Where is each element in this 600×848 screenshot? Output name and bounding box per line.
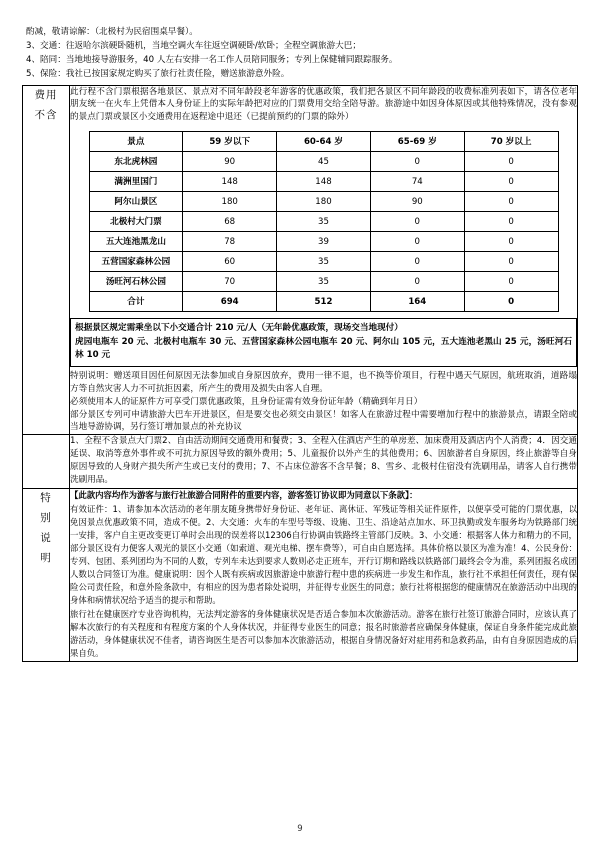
special-notes-paragraph: 有效证件：1、请参加本次活动的老年朋友随身携带好身份证、老年证、离休证、军残证等相关证件原件，以便享受可能的门票优惠，以免因景点优惠政策不同，造成不便。2、大交通：火车的车型号等级、设施、卫生、沿途站点加水、环卫执勤或发车服务均为铁路部门统一安排，客户自主更改变更订单时会出现的误差将以12306自行协调由铁路终主管部门反映。3、小交通：根据客人体力和精力的不同，部分景区设有力便客人观光的景区小交通（如索道、观光电梯、摆车费等），可自由自愿选择。具体价格以景区为准为准！4、公民身份：专列、包团、系列团均为不同的人数，专列车未达到要求人数则必走正班车，开行订期和路线以铁路部门最终会令为准，系列团报名成团人数以合同签订为准。健康说明：因个人既有疾病或因旅游途中旅游行程中患的疾病进一步发生和作乱，旅行社不承担任何责任，现有保险公司责任险，和意外险条款中，有相应的因为患者除处说明，并征得专业医生的同意；旅行社将根据您的健康情况在旅游活动中出现的身体和病情状况给予适当的提示和帮助。 (70, 503, 577, 606)
price-col-header-60to64: 60-64 岁 (277, 132, 371, 152)
price-cell-60to64: 180 (277, 192, 371, 212)
fee-exclude-notes (70, 370, 577, 434)
price-cell-60to64: 35 (277, 212, 371, 232)
top-note-line: 酌减，敬请谅解：（北极村为民宿围桌早餐）。 (26, 27, 198, 37)
price-cell-65to69: 0 (370, 152, 464, 172)
price-cell-65to69: 0 (370, 252, 464, 272)
fee-exclude-label-line1: 费用 (34, 88, 58, 101)
price-col-header-attraction: 景点 (89, 132, 183, 152)
table-row (89, 272, 558, 292)
price-table-header-row (89, 132, 558, 152)
price-cell-65to69: 0 (370, 232, 464, 252)
price-cell-total-60to64: 512 (277, 292, 371, 312)
price-cell-under59: 78 (183, 232, 277, 252)
price-cell-over70: 0 (464, 272, 558, 292)
price-cell-name: 东北虎林园 (89, 152, 183, 172)
price-cell-65to69: 90 (370, 192, 464, 212)
price-cell-over70: 0 (464, 252, 558, 272)
price-cell-name: 五大连池黑龙山 (89, 232, 183, 252)
price-cell-60to64: 39 (277, 232, 371, 252)
top-note-line: 3、交通：往返哈尔滨硬卧随机，当地空调火车往返空调硬卧/软卧；全程空调旅游大巴； (26, 40, 361, 51)
page-number: 9 (297, 824, 303, 834)
fee-exclude-intro: 此行程不含门票根据各地景区、景点对不同年龄段老年游客的优惠政策，我们把各景区不同年龄段的收费标准列表如下，请各位老年朋友统一在火车上凭借本人身份证上的实际年龄把对应的门票费用交给全陪导游。旅游途中如因身体原因或其他特殊情况，没有参观的景点门票或景区小交通费用在返程途中退还（已提前预约的门票的除外） (70, 86, 577, 123)
special-notes-label (23, 488, 70, 661)
fee-note-line: 特别说明：赠送项目因任何原因无法参加或自身原因放弃，费用一律不退，也不换等价项目，行程中遇天气原因，航班取消，道路塌方等自然灾害人力不可抗拒因素，所产生的费用及损失由客人自理。 (70, 370, 577, 394)
fee-exclude-label-line2: 不含 (34, 108, 58, 121)
price-cell-name: 满洲里国门 (89, 172, 183, 192)
price-cell-total-under59: 694 (183, 292, 277, 312)
price-cell-under59: 70 (183, 272, 277, 292)
small-transport-highlight-box (70, 318, 577, 367)
table-row (89, 172, 558, 192)
price-cell-over70: 0 (464, 232, 558, 252)
small-transport-detail: 虎园电瓶车 20 元、北极村电瓶车 30 元、五营国家森林公园电瓶车 20 元、阿尔山 105 元，五大连池老黑山 25 元，汤旺河石林 10 元 (75, 337, 572, 361)
fee-exclude-row (23, 85, 578, 435)
table-row (89, 212, 558, 232)
price-cell-65to69: 0 (370, 212, 464, 232)
price-cell-60to64: 35 (277, 272, 371, 292)
special-label-char-3: 说 (40, 531, 52, 544)
special-label-char-4: 明 (40, 551, 52, 564)
main-content-table (22, 85, 578, 663)
price-cell-over70: 0 (464, 212, 558, 232)
price-cell-60to64: 45 (277, 152, 371, 172)
fee-exclude-label (23, 85, 70, 435)
special-notes-row (23, 488, 578, 661)
price-cell-under59: 60 (183, 252, 277, 272)
fee-exclude-items-content (70, 435, 578, 489)
top-notes-block (22, 26, 578, 81)
table-row (89, 232, 558, 252)
price-cell-name: 北极村大门票 (89, 212, 183, 232)
ticket-price-table-wrap (70, 125, 577, 316)
price-col-header-65to69: 65-69 岁 (370, 132, 464, 152)
price-cell-under59: 68 (183, 212, 277, 232)
price-col-header-under59: 59 岁以下 (183, 132, 277, 152)
price-cell-name: 五营国家森林公园 (89, 252, 183, 272)
special-label-char-2: 别 (40, 511, 52, 524)
price-cell-total-65to69: 164 (370, 292, 464, 312)
price-cell-under59: 90 (183, 152, 277, 172)
small-transport-total: 根据景区规定需乘坐以下小交通合计 210 元/人（无年龄优惠政策，现场交当地现付） (75, 323, 403, 334)
special-notes-title: 【此款内容均作为游客与旅行社旅游合同附件的重要内容，游客签订协议即为同意以下条款】： (70, 489, 418, 500)
fee-exclude-content (70, 85, 578, 435)
table-row (89, 152, 558, 172)
price-cell-name: 阿尔山景区 (89, 192, 183, 212)
top-note-line: 4、陪同：当地地接导游服务，40 人左右安排一名工作人员陪同服务；专列上保健辅同跟踪服务。 (26, 54, 398, 65)
price-cell-over70: 0 (464, 152, 558, 172)
price-cell-65to69: 74 (370, 172, 464, 192)
price-cell-over70: 0 (464, 192, 558, 212)
table-row-total (89, 292, 558, 312)
fee-note-line: 部分景区专列可申请旅游大巴车开进景区，但是要交也必须交由景区！如客人在旅游过程中需要增加行程中的旅游景点，请跟全陪或当地导游协调，另行签订增加景点的补充协议 (70, 409, 577, 433)
price-cell-60to64: 148 (277, 172, 371, 192)
fee-exclude-items-label-empty (23, 435, 70, 489)
price-cell-total-over70: 0 (464, 292, 558, 312)
special-notes-content (70, 488, 578, 661)
table-row (89, 252, 558, 272)
top-note-line: 5、保险：我社已按国家规定购买了旅行社责任险，赠送旅游意外险。 (26, 68, 290, 79)
special-notes-paragraph: 旅行社在健康医疗专业咨询机构，无法判定游客的身体健康状况是否适合参加本次旅游活动。游客在旅行社签订旅游合同时，应该认真了解本次旅行的有关程度和有程度方案的个人身体状况，并征得专业医生的同意；报名时旅游者应确保身体健康，保证自身条件能完成此旅游活动，身体健康状况不佳者，请咨询医生是否可以参加本次旅游活动，根据自身情况备好对症用药和急救药品，由有自身原因造成的后果自负。 (70, 609, 577, 659)
price-cell-name-total: 合计 (89, 292, 183, 312)
price-cell-65to69: 0 (370, 272, 464, 292)
fee-exclude-items-row (23, 435, 578, 489)
price-col-header-over70: 70 岁以上 (464, 132, 558, 152)
table-row (89, 192, 558, 212)
price-cell-under59: 180 (183, 192, 277, 212)
price-cell-60to64: 35 (277, 252, 371, 272)
ticket-price-table (89, 131, 559, 312)
fee-exclude-item-list: 1、全程不含景点大门票2、自由活动期间交通费用和餐费；3、全程入住酒店产生的单房差、加床费用及酒店内个人消费；4．因交通延误、取消等意外事件或不可抗力原因导致的额外费用；5、儿童报价以外产生的其他费用；6、因旅游者自身原因，终止旅游等自身原因导致的人身财产损失所产生或已支付的费用；7、不占床位游客不含早餐；8、雪乡、北极村住宿没有洗刷用品，请客人自行携带洗刷用品。 (70, 436, 577, 486)
fee-note-line: 必须使用本人的证原件方可享受门票优惠政策，且身份证需有效身份证年龄（精确到年月日） (70, 396, 423, 407)
price-cell-over70: 0 (464, 172, 558, 192)
price-cell-name: 汤旺河石林公园 (89, 272, 183, 292)
special-label-char-1: 特 (40, 491, 52, 504)
price-cell-under59: 148 (183, 172, 277, 192)
